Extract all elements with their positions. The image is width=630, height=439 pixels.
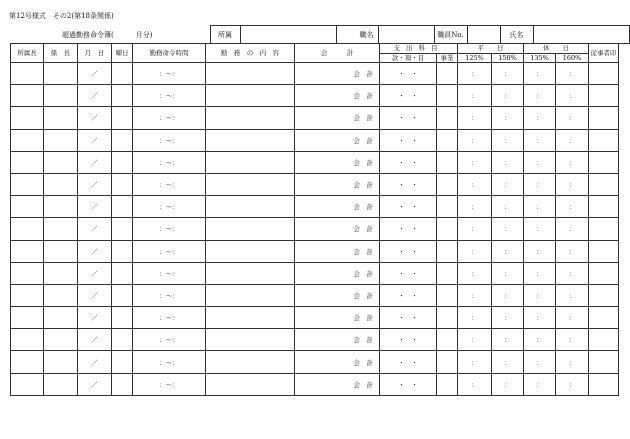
hours-125-cell[interactable]: ：	[458, 63, 492, 85]
dept-label: 所属	[210, 26, 240, 44]
weekday-cell[interactable]	[112, 351, 133, 373]
table-row	[11, 85, 619, 107]
work-content-cell[interactable]	[206, 196, 295, 218]
col-pct-135: 135%	[524, 53, 556, 63]
worker-seal-cell[interactable]	[589, 173, 619, 195]
form-header	[10, 25, 630, 44]
date-cell[interactable]: ／	[78, 85, 112, 107]
project-cell[interactable]	[437, 240, 458, 262]
hours-160-cell[interactable]: ：	[556, 63, 589, 85]
worker-seal-cell[interactable]	[589, 373, 619, 395]
hours-160-cell[interactable]: ：	[556, 107, 589, 129]
name-label: 氏名	[500, 26, 533, 44]
order-time-cell[interactable]: ：～：	[133, 240, 206, 262]
date-cell[interactable]: ／	[78, 151, 112, 173]
account-cell[interactable]: ・ ・	[380, 307, 437, 329]
worker-seal-cell[interactable]	[589, 107, 619, 129]
total-cell: 会 計	[295, 262, 380, 284]
supervisor-seal-cell[interactable]	[44, 85, 78, 107]
account-cell[interactable]: ・ ・	[380, 85, 437, 107]
weekday-cell[interactable]	[112, 151, 133, 173]
dept-head-seal-cell[interactable]	[11, 240, 44, 262]
order-time-cell[interactable]: ：～：	[133, 151, 206, 173]
hours-150-cell[interactable]: ：	[492, 63, 524, 85]
table-row	[11, 151, 619, 173]
account-cell[interactable]: ・ ・	[380, 240, 437, 262]
staff-no-field[interactable]	[467, 26, 500, 44]
col-expense-group: 支出科目	[380, 44, 458, 54]
total-cell: 会 計	[295, 373, 380, 395]
work-content-cell[interactable]	[206, 218, 295, 240]
month-label: 月分)	[135, 30, 153, 39]
col-holiday-group: 休 日	[524, 44, 589, 54]
hours-135-cell[interactable]: ：	[524, 329, 556, 351]
weekday-cell[interactable]	[112, 329, 133, 351]
hours-135-cell[interactable]: ：	[524, 307, 556, 329]
overtime-table	[10, 43, 619, 396]
col-pct-160: 160%	[556, 53, 589, 63]
account-cell[interactable]: ・ ・	[380, 373, 437, 395]
dept-head-seal-cell[interactable]	[11, 351, 44, 373]
project-cell[interactable]	[437, 85, 458, 107]
hours-135-cell[interactable]: ：	[524, 373, 556, 395]
order-time-cell[interactable]: ：～：	[133, 307, 206, 329]
dept-head-seal-cell[interactable]	[11, 218, 44, 240]
account-cell[interactable]: ・ ・	[380, 329, 437, 351]
col-weekday-group: 平 日	[458, 44, 524, 54]
date-cell[interactable]: ／	[78, 173, 112, 195]
weekday-cell[interactable]	[112, 307, 133, 329]
hours-135-cell[interactable]: ：	[524, 151, 556, 173]
dept-head-seal-cell[interactable]	[11, 307, 44, 329]
worker-seal-cell[interactable]	[589, 151, 619, 173]
project-cell[interactable]	[437, 307, 458, 329]
supervisor-seal-cell[interactable]	[44, 329, 78, 351]
supervisor-seal-cell[interactable]	[44, 129, 78, 151]
hours-160-cell[interactable]: ：	[556, 151, 589, 173]
hours-125-cell[interactable]: ：	[458, 284, 492, 306]
work-content-cell[interactable]	[206, 307, 295, 329]
work-content-cell[interactable]	[206, 129, 295, 151]
total-cell: 会 計	[295, 218, 380, 240]
dept-head-seal-cell[interactable]	[11, 329, 44, 351]
table-row	[11, 63, 619, 85]
hours-125-cell[interactable]: ：	[458, 196, 492, 218]
dept-head-seal-cell[interactable]	[11, 173, 44, 195]
supervisor-seal-cell[interactable]	[44, 307, 78, 329]
col-pct-150: 150%	[492, 53, 524, 63]
col-supervisor: 係 長	[44, 44, 78, 63]
col-order-time: 勤務命令時間	[133, 44, 206, 63]
worker-seal-cell[interactable]	[589, 63, 619, 85]
project-cell[interactable]	[437, 218, 458, 240]
worker-seal-cell[interactable]	[589, 262, 619, 284]
project-cell[interactable]	[437, 173, 458, 195]
work-content-cell[interactable]	[206, 351, 295, 373]
hours-135-cell[interactable]: ：	[524, 63, 556, 85]
col-weekday: 曜日	[112, 44, 133, 63]
hours-125-cell[interactable]: ：	[458, 329, 492, 351]
account-cell[interactable]: ・ ・	[380, 63, 437, 85]
worker-seal-cell[interactable]	[589, 329, 619, 351]
order-time-cell[interactable]: ：～：	[133, 351, 206, 373]
hours-150-cell[interactable]: ：	[492, 107, 524, 129]
project-cell[interactable]	[437, 373, 458, 395]
date-cell[interactable]: ／	[78, 63, 112, 85]
order-time-cell[interactable]: ：～：	[133, 107, 206, 129]
worker-seal-cell[interactable]	[589, 196, 619, 218]
table-row	[11, 373, 619, 395]
worker-seal-cell[interactable]	[589, 218, 619, 240]
supervisor-seal-cell[interactable]	[44, 262, 78, 284]
date-cell[interactable]: ／	[78, 218, 112, 240]
hours-160-cell[interactable]: ：	[556, 85, 589, 107]
date-cell[interactable]: ／	[78, 240, 112, 262]
weekday-cell[interactable]	[112, 107, 133, 129]
total-cell: 会 計	[295, 307, 380, 329]
date-cell[interactable]: ／	[78, 351, 112, 373]
weekday-cell[interactable]	[112, 173, 133, 195]
supervisor-seal-cell[interactable]	[44, 284, 78, 306]
hours-135-cell[interactable]: ：	[524, 218, 556, 240]
dept-head-seal-cell[interactable]	[11, 107, 44, 129]
work-content-cell[interactable]	[206, 107, 295, 129]
table-row	[11, 129, 619, 151]
order-time-cell[interactable]: ：～：	[133, 373, 206, 395]
work-content-cell[interactable]	[206, 173, 295, 195]
worker-seal-cell[interactable]	[589, 240, 619, 262]
hours-150-cell[interactable]: ：	[492, 240, 524, 262]
supervisor-seal-cell[interactable]	[44, 373, 78, 395]
date-cell[interactable]: ／	[78, 329, 112, 351]
col-project: 事業	[437, 53, 458, 63]
dept-head-seal-cell[interactable]	[11, 151, 44, 173]
worker-seal-cell[interactable]	[589, 351, 619, 373]
hours-135-cell[interactable]: ：	[524, 173, 556, 195]
hours-150-cell[interactable]: ：	[492, 262, 524, 284]
project-cell[interactable]	[437, 151, 458, 173]
total-cell: 会 計	[295, 151, 380, 173]
hours-160-cell[interactable]: ：	[556, 329, 589, 351]
account-cell[interactable]: ・ ・	[380, 351, 437, 373]
hours-125-cell[interactable]: ：	[458, 151, 492, 173]
dept-head-seal-cell[interactable]	[11, 85, 44, 107]
hours-160-cell[interactable]: ：	[556, 262, 589, 284]
worker-seal-cell[interactable]	[589, 129, 619, 151]
title-text: 超過勤務命令簿(	[62, 30, 114, 39]
col-worker-seal: 従事者印	[589, 44, 619, 63]
hours-135-cell[interactable]: ：	[524, 351, 556, 373]
hours-135-cell[interactable]: ：	[524, 262, 556, 284]
table-row	[11, 218, 619, 240]
project-cell[interactable]	[437, 129, 458, 151]
col-pct-125: 125%	[458, 53, 492, 63]
hours-160-cell[interactable]: ：	[556, 307, 589, 329]
staff-no-label: 職員No.	[434, 26, 467, 44]
work-content-cell[interactable]	[206, 284, 295, 306]
work-content-cell[interactable]	[206, 262, 295, 284]
hours-125-cell[interactable]: ：	[458, 85, 492, 107]
account-cell[interactable]: ・ ・	[380, 218, 437, 240]
table-row	[11, 262, 619, 284]
supervisor-seal-cell[interactable]	[44, 218, 78, 240]
hours-135-cell[interactable]: ：	[524, 129, 556, 151]
hours-150-cell[interactable]: ：	[492, 129, 524, 151]
total-cell: 会 計	[295, 351, 380, 373]
position-field[interactable]	[378, 26, 434, 44]
date-cell[interactable]: ／	[78, 284, 112, 306]
hours-135-cell[interactable]: ：	[524, 240, 556, 262]
work-content-cell[interactable]	[206, 85, 295, 107]
work-content-cell[interactable]	[206, 240, 295, 262]
order-time-cell[interactable]: ：～：	[133, 63, 206, 85]
weekday-cell[interactable]	[112, 218, 133, 240]
weekday-cell[interactable]	[112, 240, 133, 262]
table-row	[11, 107, 619, 129]
total-cell: 会 計	[295, 63, 380, 85]
hours-150-cell[interactable]: ：	[492, 373, 524, 395]
form-id: 第12号様式 その2(第18条関係)	[9, 12, 114, 20]
hours-150-cell[interactable]: ：	[492, 329, 524, 351]
total-cell: 会 計	[295, 173, 380, 195]
work-content-cell[interactable]	[206, 63, 295, 85]
hours-125-cell[interactable]: ：	[458, 351, 492, 373]
order-time-cell[interactable]: ：～：	[133, 85, 206, 107]
order-time-cell[interactable]: ：～：	[133, 129, 206, 151]
total-cell: 会 計	[295, 284, 380, 306]
project-cell[interactable]	[437, 351, 458, 373]
account-cell[interactable]: ・ ・	[380, 196, 437, 218]
supervisor-seal-cell[interactable]	[44, 151, 78, 173]
order-time-cell[interactable]: ：～：	[133, 173, 206, 195]
hours-125-cell[interactable]: ：	[458, 173, 492, 195]
table-row	[11, 173, 619, 195]
weekday-cell[interactable]	[112, 129, 133, 151]
total-cell: 会 計	[295, 329, 380, 351]
dept-head-seal-cell[interactable]	[11, 262, 44, 284]
hours-150-cell[interactable]: ：	[492, 307, 524, 329]
weekday-cell[interactable]	[112, 284, 133, 306]
hours-150-cell[interactable]: ：	[492, 173, 524, 195]
supervisor-seal-cell[interactable]	[44, 351, 78, 373]
account-cell[interactable]: ・ ・	[380, 284, 437, 306]
project-cell[interactable]	[437, 63, 458, 85]
dept-head-seal-cell[interactable]	[11, 373, 44, 395]
date-cell[interactable]: ／	[78, 262, 112, 284]
hours-160-cell[interactable]: ：	[556, 240, 589, 262]
hours-150-cell[interactable]: ：	[492, 196, 524, 218]
dept-head-seal-cell[interactable]	[11, 63, 44, 85]
hours-125-cell[interactable]: ：	[458, 262, 492, 284]
hours-135-cell[interactable]: ：	[524, 196, 556, 218]
position-label: 職名	[336, 26, 378, 44]
account-cell[interactable]: ・ ・	[380, 262, 437, 284]
weekday-cell[interactable]	[112, 196, 133, 218]
hours-160-cell[interactable]: ：	[556, 129, 589, 151]
weekday-cell[interactable]	[112, 85, 133, 107]
weekday-cell[interactable]	[112, 373, 133, 395]
col-expense-sub: 款・項・目	[380, 53, 437, 63]
hours-160-cell[interactable]: ：	[556, 373, 589, 395]
dept-head-seal-cell[interactable]	[11, 284, 44, 306]
table-row	[11, 329, 619, 351]
account-cell[interactable]: ・ ・	[380, 107, 437, 129]
project-cell[interactable]	[437, 284, 458, 306]
col-dept-head: 所属長	[11, 44, 44, 63]
hours-160-cell[interactable]: ：	[556, 218, 589, 240]
hours-125-cell[interactable]: ：	[458, 240, 492, 262]
date-cell[interactable]: ／	[78, 107, 112, 129]
total-cell: 会 計	[295, 129, 380, 151]
hours-125-cell[interactable]: ：	[458, 218, 492, 240]
table-row	[11, 307, 619, 329]
date-cell[interactable]: ／	[78, 373, 112, 395]
hours-135-cell[interactable]: ：	[524, 85, 556, 107]
worker-seal-cell[interactable]	[589, 85, 619, 107]
account-cell[interactable]: ・ ・	[380, 151, 437, 173]
account-cell[interactable]: ・ ・	[380, 129, 437, 151]
order-time-cell[interactable]: ：～：	[133, 262, 206, 284]
dept-head-seal-cell[interactable]	[11, 129, 44, 151]
col-total: 会 計	[295, 44, 380, 63]
order-time-cell[interactable]: ：～：	[133, 284, 206, 306]
date-cell[interactable]: ／	[78, 196, 112, 218]
total-cell: 会 計	[295, 196, 380, 218]
project-cell[interactable]	[437, 329, 458, 351]
total-cell: 会 計	[295, 240, 380, 262]
account-cell[interactable]: ・ ・	[380, 173, 437, 195]
work-content-cell[interactable]	[206, 151, 295, 173]
hours-125-cell[interactable]: ：	[458, 107, 492, 129]
table-row	[11, 351, 619, 373]
dept-head-seal-cell[interactable]	[11, 196, 44, 218]
date-cell[interactable]: ／	[78, 307, 112, 329]
worker-seal-cell[interactable]	[589, 284, 619, 306]
hours-135-cell[interactable]: ：	[524, 284, 556, 306]
name-field[interactable]	[533, 26, 629, 44]
hours-150-cell[interactable]: ：	[492, 284, 524, 306]
hours-150-cell[interactable]: ：	[492, 351, 524, 373]
order-time-cell[interactable]: ：～：	[133, 218, 206, 240]
supervisor-seal-cell[interactable]	[44, 196, 78, 218]
hours-160-cell[interactable]: ：	[556, 351, 589, 373]
date-cell[interactable]: ／	[78, 129, 112, 151]
project-cell[interactable]	[437, 262, 458, 284]
supervisor-seal-cell[interactable]	[44, 63, 78, 85]
supervisor-seal-cell[interactable]	[44, 173, 78, 195]
total-cell: 会 計	[295, 85, 380, 107]
supervisor-seal-cell[interactable]	[44, 107, 78, 129]
project-cell[interactable]	[437, 196, 458, 218]
worker-seal-cell[interactable]	[589, 307, 619, 329]
weekday-cell[interactable]	[112, 262, 133, 284]
hours-125-cell[interactable]: ：	[458, 129, 492, 151]
weekday-cell[interactable]	[112, 63, 133, 85]
table-row	[11, 284, 619, 306]
hours-150-cell[interactable]: ：	[492, 85, 524, 107]
work-content-cell[interactable]	[206, 373, 295, 395]
order-time-cell[interactable]: ：～：	[133, 196, 206, 218]
hours-125-cell[interactable]: ：	[458, 373, 492, 395]
col-work-content: 勤 務 の 内 容	[206, 44, 295, 63]
hours-150-cell[interactable]: ：	[492, 218, 524, 240]
form-title	[10, 26, 200, 44]
hours-150-cell[interactable]: ：	[492, 151, 524, 173]
table-row	[11, 196, 619, 218]
supervisor-seal-cell[interactable]	[44, 240, 78, 262]
work-content-cell[interactable]	[206, 329, 295, 351]
table-row	[11, 240, 619, 262]
hours-160-cell[interactable]: ：	[556, 284, 589, 306]
hours-125-cell[interactable]: ：	[458, 307, 492, 329]
hours-160-cell[interactable]: ：	[556, 173, 589, 195]
order-time-cell[interactable]: ：～：	[133, 329, 206, 351]
hours-135-cell[interactable]: ：	[524, 107, 556, 129]
total-cell: 会 計	[295, 107, 380, 129]
dept-field[interactable]	[240, 26, 336, 44]
hours-160-cell[interactable]: ：	[556, 196, 589, 218]
col-month-day: 月 日	[78, 44, 112, 63]
project-cell[interactable]	[437, 107, 458, 129]
